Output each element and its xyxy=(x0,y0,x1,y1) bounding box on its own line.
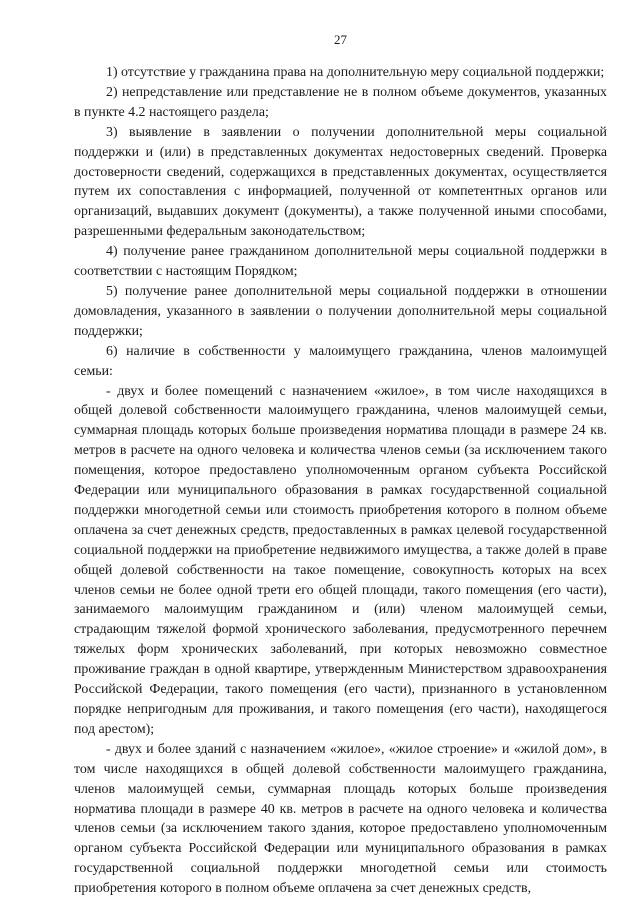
paragraph-buildings: - двух и более зданий с назначением «жилое», «жилое строение» и «жилой дом», в том числе находящихся в общей долевой собственности малоимущего гражданина, членов малоимущей семьи, суммарная площадь которых больше произведения норматива площади в размере 40 кв. метров в расчете на одного человека и количества членов семьи (за исключением такого здания, которое предоставлено уполномоченным органом субъекта Российской Федерации или муниципального образования в рамках государственной социальной поддержки многодетной семьи или стоимость приобретения которого в полном объеме оплачена за счет денежных средств, xyxy=(74,741,607,897)
paragraph-item-1: 1) отсутствие у гражданина права на дополнительную меру социальной поддержки; xyxy=(106,65,605,80)
paragraph-item-4: 4) получение ранее гражданином дополнительной меры социальной поддержки в соответствии с настоящим Порядком; xyxy=(74,244,607,280)
paragraph-premises: - двух и более помещений с назначением «жилое», в том числе находящихся в общей долевой собственности малоимущего гражданина, членов малоимущей семьи, суммарная площадь которых больше произведения норматива площади в размере 24 кв. метров в расчете на одного человека и количества членов семьи (за исключением такого помещения, которое предоставлено уполномоченным органом субъекта Российской Федерации или муниципального образования в рамках государственной социальной поддержки многодетной семьи или стоимость приобретения которого в полном объеме оплачена за счет денежных средств, предоставленных в рамках целевой государственной социальной поддержки на приобретение недвижимого имущества, а также долей в праве общей долевой собственности на такое помещение, совокупность которых на всех членов семьи не более одной трети его общей площади, такого помещения (его части), занимаемого малоимущим гражданином и (или) членом малоимущей семьи, страдающим тяжелой формой хронического заболевания, предусмотренного перечнем тяжелых форм хронических заболеваний, при которых невозможно совместное проживание граждан в одной квартире, утвержденным Министерством здравоохранения Российской Федерации, такого помещения (его части), признанного в установленном порядке непригодным для проживания, и такого помещения (его части), находящегося под арестом); xyxy=(74,383,607,737)
page-number: 27 xyxy=(334,32,347,47)
paragraph-item-3: 3) выявление в заявлении о получении дополнительной меры социальной поддержки и (или) в представленных документах недостоверных сведений. Проверка достоверности сведений, содержащихся в представленных документах, осуществляется путем их сопоставления с информацией, полученной от компетентных органов или организаций, выдавших документ (документы), а также полученной иными способами, разрешенными федеральным законодательством; xyxy=(74,124,607,240)
paragraph-item-5: 5) получение ранее дополнительной меры социальной поддержки в отношении домовладения, указанного в заявлении о получении дополнительной меры социальной поддержки; xyxy=(74,283,607,339)
paragraph-item-2: 2) непредставление или представление не в полном объеме документов, указанных в пункте 4.2 настоящего раздела; xyxy=(74,84,607,120)
paragraph-item-6: 6) наличие в собственности у малоимущего гражданина, членов малоимущей семьи: xyxy=(74,343,607,379)
